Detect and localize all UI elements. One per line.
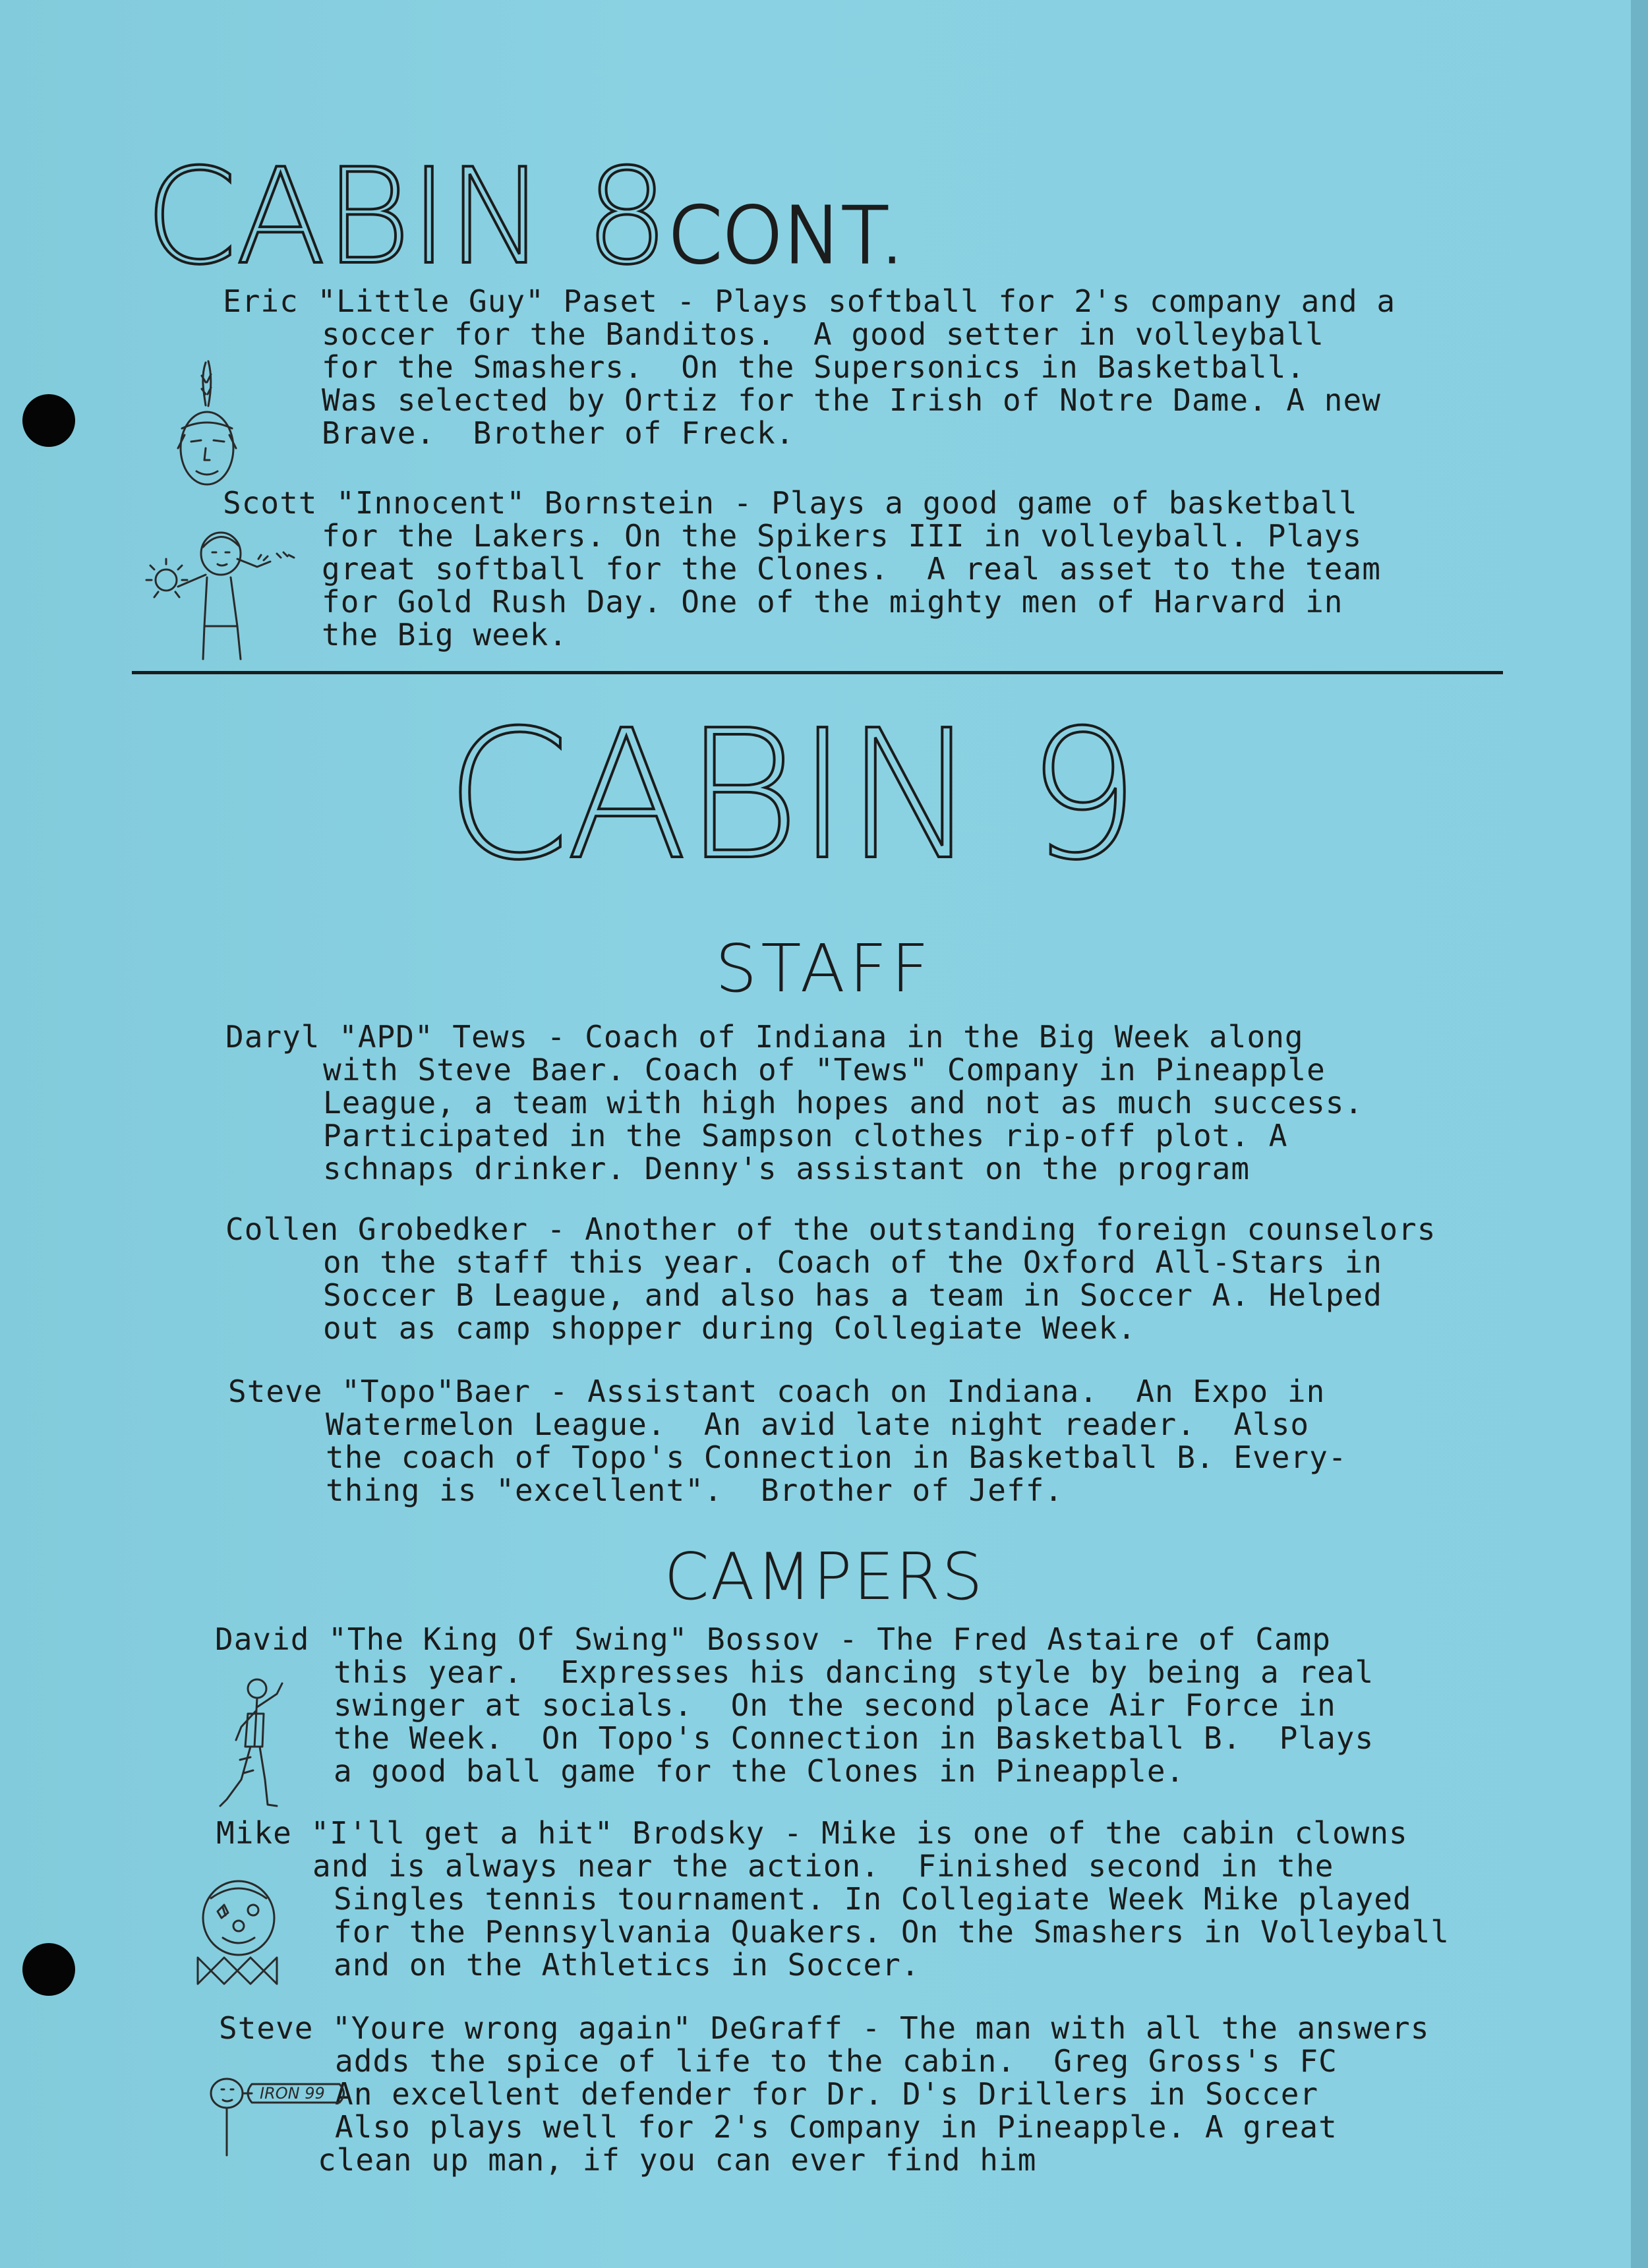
indian-head-doodle-icon	[165, 356, 250, 494]
page-edge	[1631, 0, 1648, 2268]
section-divider	[132, 671, 1503, 674]
entry-line: League, a team with high hopes and not as much success.	[323, 1085, 1364, 1120]
cabin8-heading-main: CABIN 8	[145, 140, 668, 294]
entry-line: on the staff this year. Coach of the Oxford All-Stars in	[323, 1244, 1382, 1280]
entry-name: David "The King Of Swing" Bossov	[215, 1621, 821, 1657]
cabin8-heading	[145, 140, 904, 294]
entry-line: the Big week.	[322, 617, 568, 653]
entry-line: and is always near the action. Finished second in the	[312, 1848, 1334, 1884]
entry-line: Watermelon League. An avid late night reader. Also	[326, 1407, 1310, 1442]
entry-line: for the Smashers. On the Supersonics in Basketball.	[322, 349, 1306, 385]
boy-with-ball-doodle-icon	[138, 527, 330, 672]
entry-line: for the Lakers. On the Spikers III in volleyball. Plays	[322, 518, 1363, 554]
entry-name: Steve "Topo"Baer	[228, 1374, 531, 1409]
entry-line: - Assistant coach on Indiana. An Expo in	[531, 1374, 1326, 1409]
entry-line: - Plays a good game of basketball	[715, 485, 1358, 521]
entry-line: the Week. On Topo's Connection in Basketball B. Plays	[334, 1720, 1374, 1756]
entry-name: Steve "Youre wrong again" DeGraff	[219, 2010, 843, 2046]
entry-line: - Mike is one of the cabin clowns	[765, 1815, 1408, 1851]
entry-line: this year. Expresses his dancing style by being a real	[334, 1654, 1374, 1690]
entry-line: Soccer B League, and also has a team in Soccer A. Helped	[323, 1277, 1382, 1313]
entry-line: a good ball game for the Clones in Pineapple.	[334, 1753, 1185, 1789]
iron-sign-text: IRON 99	[260, 2084, 325, 2103]
camper-entry-mike	[216, 1817, 1450, 1981]
entry-line: and on the Athletics in Soccer.	[334, 1947, 920, 1983]
entry-line: adds the spice of life to the cabin. Greg Gross's FC	[335, 2043, 1338, 2079]
punch-hole-bottom	[22, 1943, 75, 1996]
dancing-figure-doodle-icon	[204, 1674, 303, 1819]
entry-line: - Plays softball for 2's company and a	[657, 283, 1396, 319]
entry-line: Singles tennis tournament. In Collegiate Week Mike played	[334, 1881, 1412, 1917]
entry-line: Participated in the Sampson clothes rip-off plot. A	[323, 1118, 1288, 1153]
staff-entry-steve-baer	[228, 1375, 1347, 1507]
entry-line: for the Pennsylvania Quakers. On the Smashers in Volleyball	[334, 1914, 1450, 1950]
staff-entry-collen	[225, 1213, 1436, 1345]
iron-sign-doodle-icon	[204, 2070, 356, 2162]
entry-line: Brave. Brother of Freck.	[322, 415, 795, 451]
cabin8-heading-cont: CONT.	[667, 190, 904, 281]
entry-line: - Another of the outstanding foreign counselors	[528, 1211, 1436, 1247]
clown-face-doodle-icon	[191, 1872, 290, 1991]
entry-line: the coach of Topo's Connection in Basketball B. Every-	[326, 1439, 1347, 1475]
cabin8-entry-scott	[223, 486, 1381, 651]
cabin9-heading: CABIN 9	[446, 691, 1136, 899]
entry-line: schnaps drinker. Denny's assistant on the program	[323, 1151, 1251, 1186]
entry-name: Daryl "APD" Tews	[225, 1019, 529, 1055]
campers-heading: CAMPERS	[664, 1540, 984, 1615]
entry-line: out as camp shopper during Collegiate Week.	[323, 1310, 1136, 1346]
staff-heading: STAFF	[715, 930, 933, 1007]
entry-line: with Steve Baer. Coach of "Tews" Company in Pineapple	[323, 1052, 1326, 1088]
entry-line: thing is "excellent". Brother of Jeff.	[326, 1472, 1064, 1508]
entry-line: soccer for the Banditos. A good setter in volleyball	[322, 316, 1324, 352]
entry-line: great softball for the Clones. A real asset to the team	[322, 551, 1381, 587]
entry-name: Scott "Innocent" Bornstein	[223, 485, 715, 521]
entry-name: Mike "I'll get a hit" Brodsky	[216, 1815, 765, 1851]
entry-name: Eric "Little Guy" Paset	[223, 283, 658, 319]
staff-entry-daryl	[225, 1020, 1363, 1185]
entry-line: - The man with all the answers	[842, 2010, 1430, 2046]
entry-line: - Coach of Indiana in the Big Week along	[528, 1019, 1304, 1055]
entry-name: Collen Grobedker	[225, 1211, 529, 1247]
entry-line: Also plays well for 2's Company in Pineapple. A great	[335, 2109, 1338, 2145]
cabin8-entry-eric	[223, 285, 1396, 450]
camper-entry-steve-degraff	[219, 2012, 1429, 2176]
entry-line: - The Fred Astaire of Camp	[820, 1621, 1331, 1657]
punch-hole-top	[22, 394, 75, 447]
entry-line: An excellent defender for Dr. D's Drillers in Soccer	[335, 2076, 1319, 2112]
entry-line: for Gold Rush Day. One of the mighty men of Harvard in	[322, 584, 1343, 620]
entry-line: Was selected by Ortiz for the Irish of Notre Dame. A new	[322, 382, 1381, 418]
entry-line: swinger at socials. On the second place Air Force in	[334, 1687, 1336, 1723]
camper-entry-david	[215, 1623, 1374, 1788]
entry-line: clean up man, if you can ever find him	[318, 2142, 1037, 2178]
